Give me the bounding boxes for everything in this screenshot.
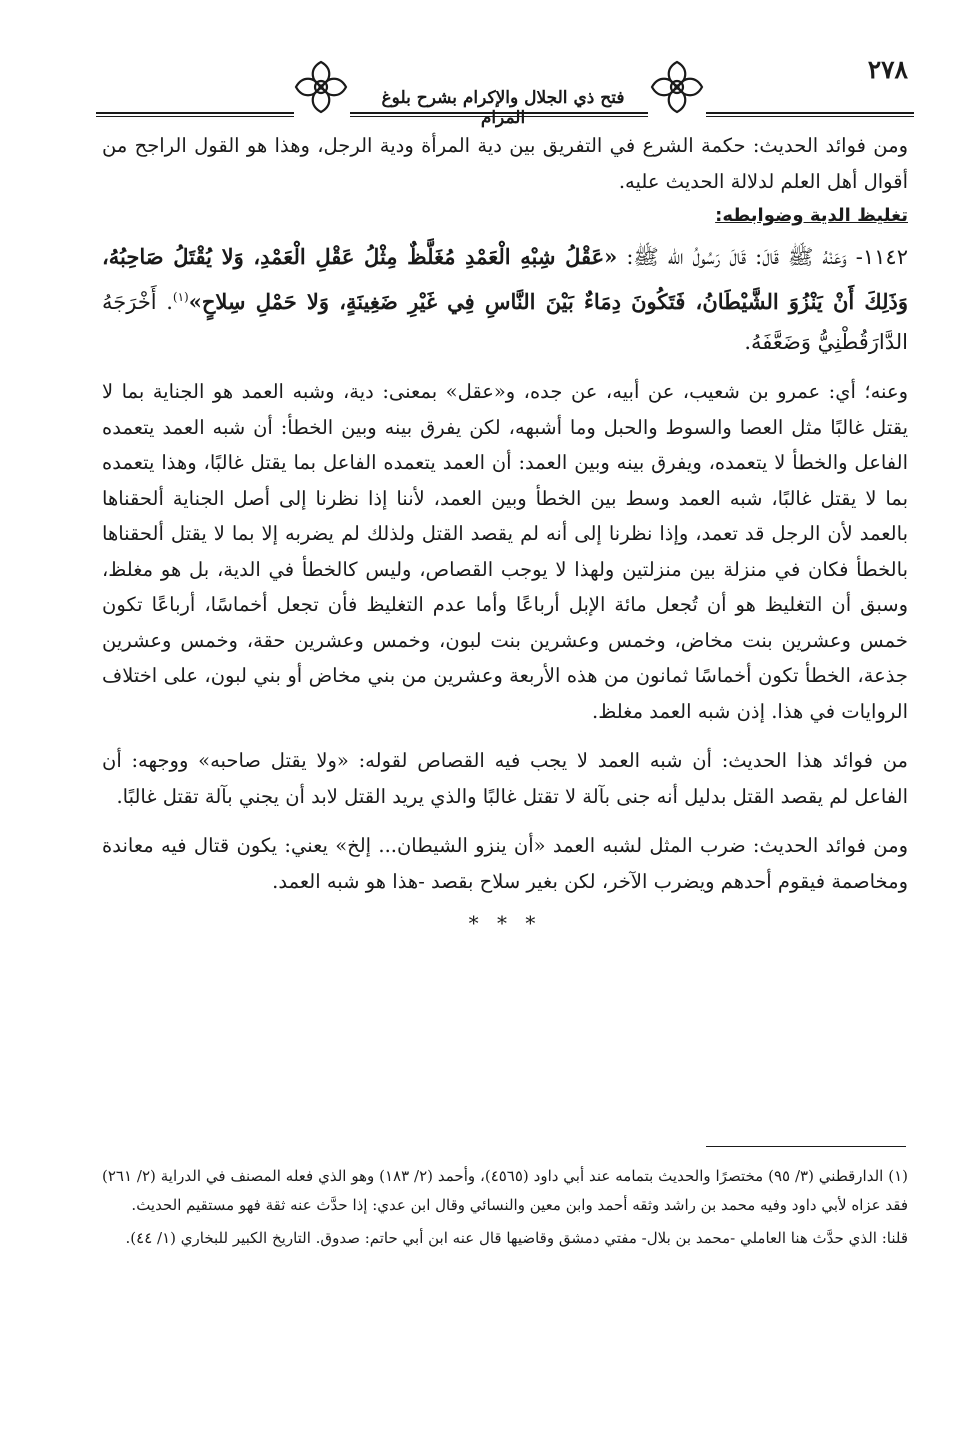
- section-separator: * * *: [468, 911, 542, 935]
- footnote-rule: [706, 1146, 906, 1147]
- section-heading: تغليظ الدية وضوابطه:: [715, 205, 908, 226]
- benefit-paragraph: من فوائد هذا الحديث: أن شبه العمد لا يجب فيه القصاص لقوله: «ولا يقتل صاحبه» ووجهه: أن الفاعل لم يقصد القتل بدليل أنه جنى بآلة لا تقتل غالبًا والذي يريد القتل لابد أن يجني بآلة تقتل غالبًا.: [102, 749, 908, 808]
- intro-paragraph: ومن فوائد الحديث: حكمة الشرع في التفريق بين دية المرأة ودية الرجل، وهذا هو القول الراجح من أقوال أهل العلم لدلالة الحديث عليه.: [102, 134, 908, 193]
- footnotes: [102, 1162, 908, 1253]
- commentary-paragraph: وعنه؛ أي: عمرو بن شعيب، عن أبيه، عن جده، و«عقل» بمعنى: دية، وشبه العمد هو الجناية بما لا يقتل غالبًا مثل العصا والسوط والحبل وما أشبهه، لكن يفرق بينه وبين الخطأ: أن شبه العمد يتعمده الفاعل والخطأ لا يتعمده، ويفرق بينه وبين العمد: أن العمد يتعمده الفاعل بما يقتل غالبًا، وهذا يتعمده بما لا يقتل غالبًا، شبه العمد وسط بين الخطأ وبين العمد، لأننا إذا نظرنا إلى أصل الجناية ألحقناها بالعمد لأن الرجل قد تعمد، وإذا نظرنا إلى أنه لم يقصد القتل ولذلك لم يضربه إلا بما لا يقتل ألحقناها بالخطأ فكان في منزلة بين منزلتين ولهذا لا يوجب القصاص، وليس كالخطأ في الدية، بل هو مغلظ، وسبق أن التغليظ هو أن تُجعل مائة الإبل أرباعًا وأما عدم التغليظ فأن تجعل أخماسًا، أرباعًا تكون خمس وعشرين بنت مخاض، وخمس وعشرين بنت لبون، وخمس وعشرين حقة، وخمس وعشرين جذعة، الخطأ تكون أخماسًا ثمانون من هذه الأربعة وعشرين من بني مخاض أو بني لبون، على اختلاف الروايات في هذا. إذن شبه العمد مغلظ.: [102, 380, 908, 723]
- running-title: فتح ذي الجلال والإكرام بشرح بلوغ المرام: [381, 88, 625, 128]
- ornament-icon: [292, 58, 350, 116]
- page-number: ٢٧٨: [867, 55, 908, 84]
- benefit-paragraph: ومن فوائد الحديث: ضرب المثل لشبه العمد «أن ينزو الشيطان... إلخ» يعني: يكون قتال فيه معاندة ومخاصمة فيقوم أحدهم ويضرب الآخر، لكن بغير سلاح بقصد -هذا هو شبه العمد.: [102, 834, 908, 893]
- hadith-text: [102, 237, 908, 362]
- header-rule: [706, 116, 914, 117]
- header-rule: [706, 112, 914, 114]
- hadith-lead: ١١٤٢- وَعَنْهُ ﷺ قَالَ: قَالَ رَسُولُ الله ﷺ:: [617, 245, 908, 269]
- page-header: [96, 54, 914, 128]
- hadith-tail: . أَخْرَجَهُ الدَّارَقُطْنِيُّ وَضَعَّفَهُ.: [102, 290, 908, 354]
- footnote-reference: (١): [172, 290, 189, 304]
- footnote: (١) الدارقطني (٣/ ٩٥) مختصرًا والحديث بتمامه عند أبي داود (٤٥٦٥)، وأحمد (٢/ ١٨٣) وهو الذي فعله المصنف في الدراية (٢/ ٢٦١) فقد عزاه لأبي داود وفيه محمد بن راشد وثقه أحمد وابن معين والنسائي وقال ابن عدي: إذا حدَّث عنه ثقة فهو مستقيم الحديث.: [102, 1167, 908, 1214]
- footnote: قلنا: الذي حدَّث هنا العاملي -محمد بن بلال- مفتي دمشق وقاضيها قال عنه ابن أبي حاتم: صدوق. التاريخ الكبير للبخاري (١/ ٤٤).: [125, 1229, 908, 1247]
- page-body: [102, 128, 908, 937]
- header-rule: [96, 112, 294, 114]
- hadith-quote: «عَقْلُ شِبْهِ الْعَمْدِ مُغَلَّظٌ مِثْلُ عَقْلِ الْعَمْدِ، وَلا يُقْتَلُ صَاحِبُهُ، وَذَلِكَ أَنْ يَنْزُوَ الشَّيْطَانُ، فَتَكُونَ دِمَاءٌ بَيْنَ النَّاسِ فِي غَيْرِ ضَغِينَةٍ، وَلا حَمْلِ سِلاحٍ»: [102, 244, 908, 314]
- ornament-icon: [648, 58, 706, 116]
- header-rule: [96, 116, 294, 117]
